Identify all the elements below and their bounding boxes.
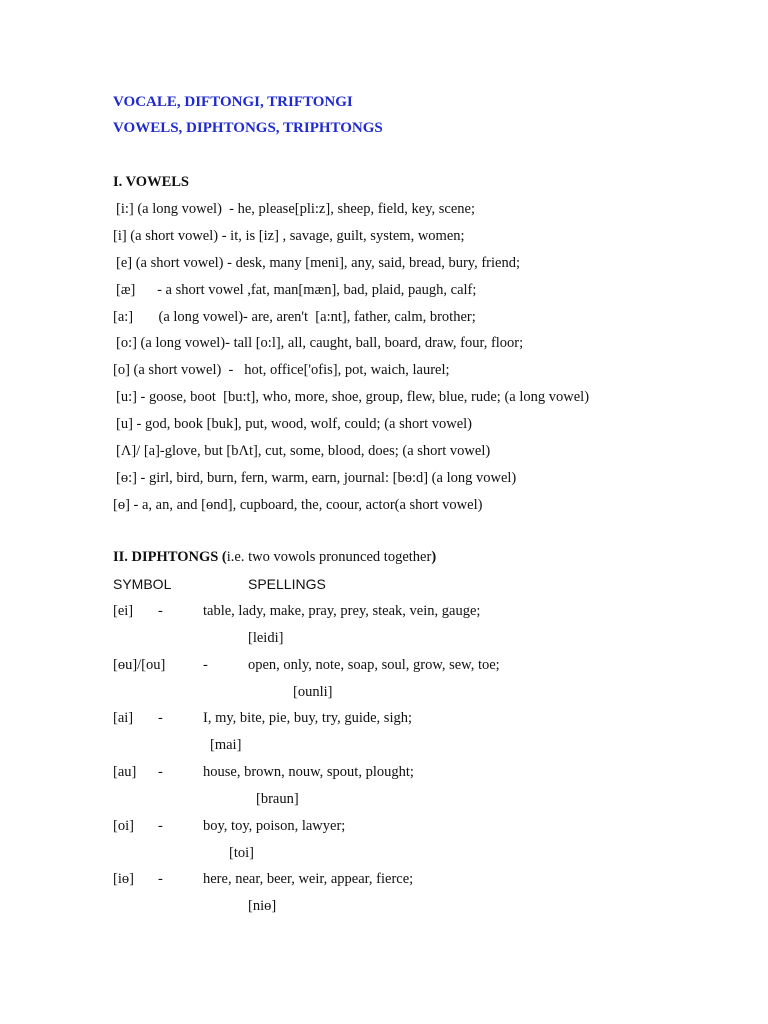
- vowel-line: [i:] (a long vowel) - he, please[pli:z], sheep, field, key, scene;: [116, 201, 476, 217]
- spellings-column-header: SPELLINGS: [248, 576, 326, 592]
- vowel-line: [Λ]/ [a]-glove, but [bΛt], cut, some, blood, does; (a short vowel): [116, 443, 491, 459]
- diphthong-transcription: [braun]: [256, 791, 299, 807]
- diphthong-dash: -: [158, 603, 163, 619]
- diphthong-dash: -: [203, 657, 208, 673]
- diphthong-transcription: [leidi]: [248, 630, 284, 646]
- diphthong-spellings: I, my, bite, pie, buy, try, guide, sigh;: [203, 710, 413, 726]
- vowel-line: [ɵ:] - girl, bird, burn, fern, warm, earn, journal: [bɵ:d] (a long vowel): [116, 470, 517, 486]
- vowels-heading: I. VOWELS: [113, 174, 189, 190]
- diphthong-symbol: [iɵ]: [113, 871, 134, 887]
- vowel-line: [o] (a short vowel) - hot, office['ofis], pot, waich, laurel;: [113, 362, 450, 378]
- diphthong-spellings: table, lady, make, pray, prey, steak, vein, gauge;: [203, 603, 481, 619]
- symbol-column-header: SYMBOL: [113, 576, 172, 592]
- diphthong-transcription: [ounli]: [293, 684, 333, 700]
- diphthong-transcription: [mai]: [210, 737, 242, 753]
- title-romanian: VOCALE, DIFTONGI, TRIFTONGI: [113, 94, 353, 110]
- vowel-line: [u] - god, book [buk], put, wood, wolf, could; (a short vowel): [116, 416, 472, 432]
- diphthong-dash: -: [158, 818, 163, 834]
- diphthongs-heading: [113, 548, 436, 566]
- diphthong-transcription: [niɵ]: [248, 898, 277, 914]
- diphthongs-heading-close: ): [431, 549, 437, 565]
- vowel-line: [i] (a short vowel) - it, is [iz] , savage, guilt, system, women;: [113, 228, 465, 244]
- diphthong-symbol: [au]: [113, 764, 137, 780]
- vowel-line: [o:] (a long vowel)- tall [o:l], all, caught, ball, board, draw, four, floor;: [116, 335, 524, 351]
- diphthongs-heading-title: II. DIPHTONGS (: [113, 549, 227, 565]
- diphthong-symbol: [oi]: [113, 818, 134, 834]
- vowel-line: [u:] - goose, boot [bu:t], who, more, shoe, group, flew, blue, rude; (a long vowel): [116, 389, 590, 405]
- diphthong-symbol: [ɵu]/[ou]: [113, 657, 166, 673]
- diphthong-spellings: open, only, note, soap, soul, grow, sew, toe;: [248, 657, 500, 673]
- diphthongs-heading-note: i.e. two vowols pronunced together: [226, 549, 432, 565]
- diphthong-spellings: here, near, beer, weir, appear, fierce;: [203, 871, 414, 887]
- diphthong-dash: -: [158, 871, 163, 887]
- title-english: VOWELS, DIPHTONGS, TRIPHTONGS: [113, 120, 383, 136]
- diphthong-spellings: boy, toy, poison, lawyer;: [203, 818, 346, 834]
- vowel-line: [a:] (a long vowel)- are, aren't [a:nt], father, calm, brother;: [113, 309, 476, 325]
- diphthong-symbol: [ai]: [113, 710, 134, 726]
- vowel-line: [ɵ] - a, an, and [ɵnd], cupboard, the, coour, actor(a short vowel): [113, 497, 483, 513]
- diphthong-dash: -: [158, 710, 163, 726]
- diphthong-symbol: [ei]: [113, 603, 134, 619]
- vowel-line: [e] (a short vowel) - desk, many [meni], any, said, bread, bury, friend;: [116, 255, 520, 271]
- vowel-line: [æ] - a short vowel ,fat, man[mæn], bad, plaid, paugh, calf;: [116, 282, 477, 298]
- diphthong-transcription: [toi]: [229, 845, 254, 861]
- diphthong-dash: -: [158, 764, 163, 780]
- diphthong-spellings: house, brown, nouw, spout, plought;: [203, 764, 414, 780]
